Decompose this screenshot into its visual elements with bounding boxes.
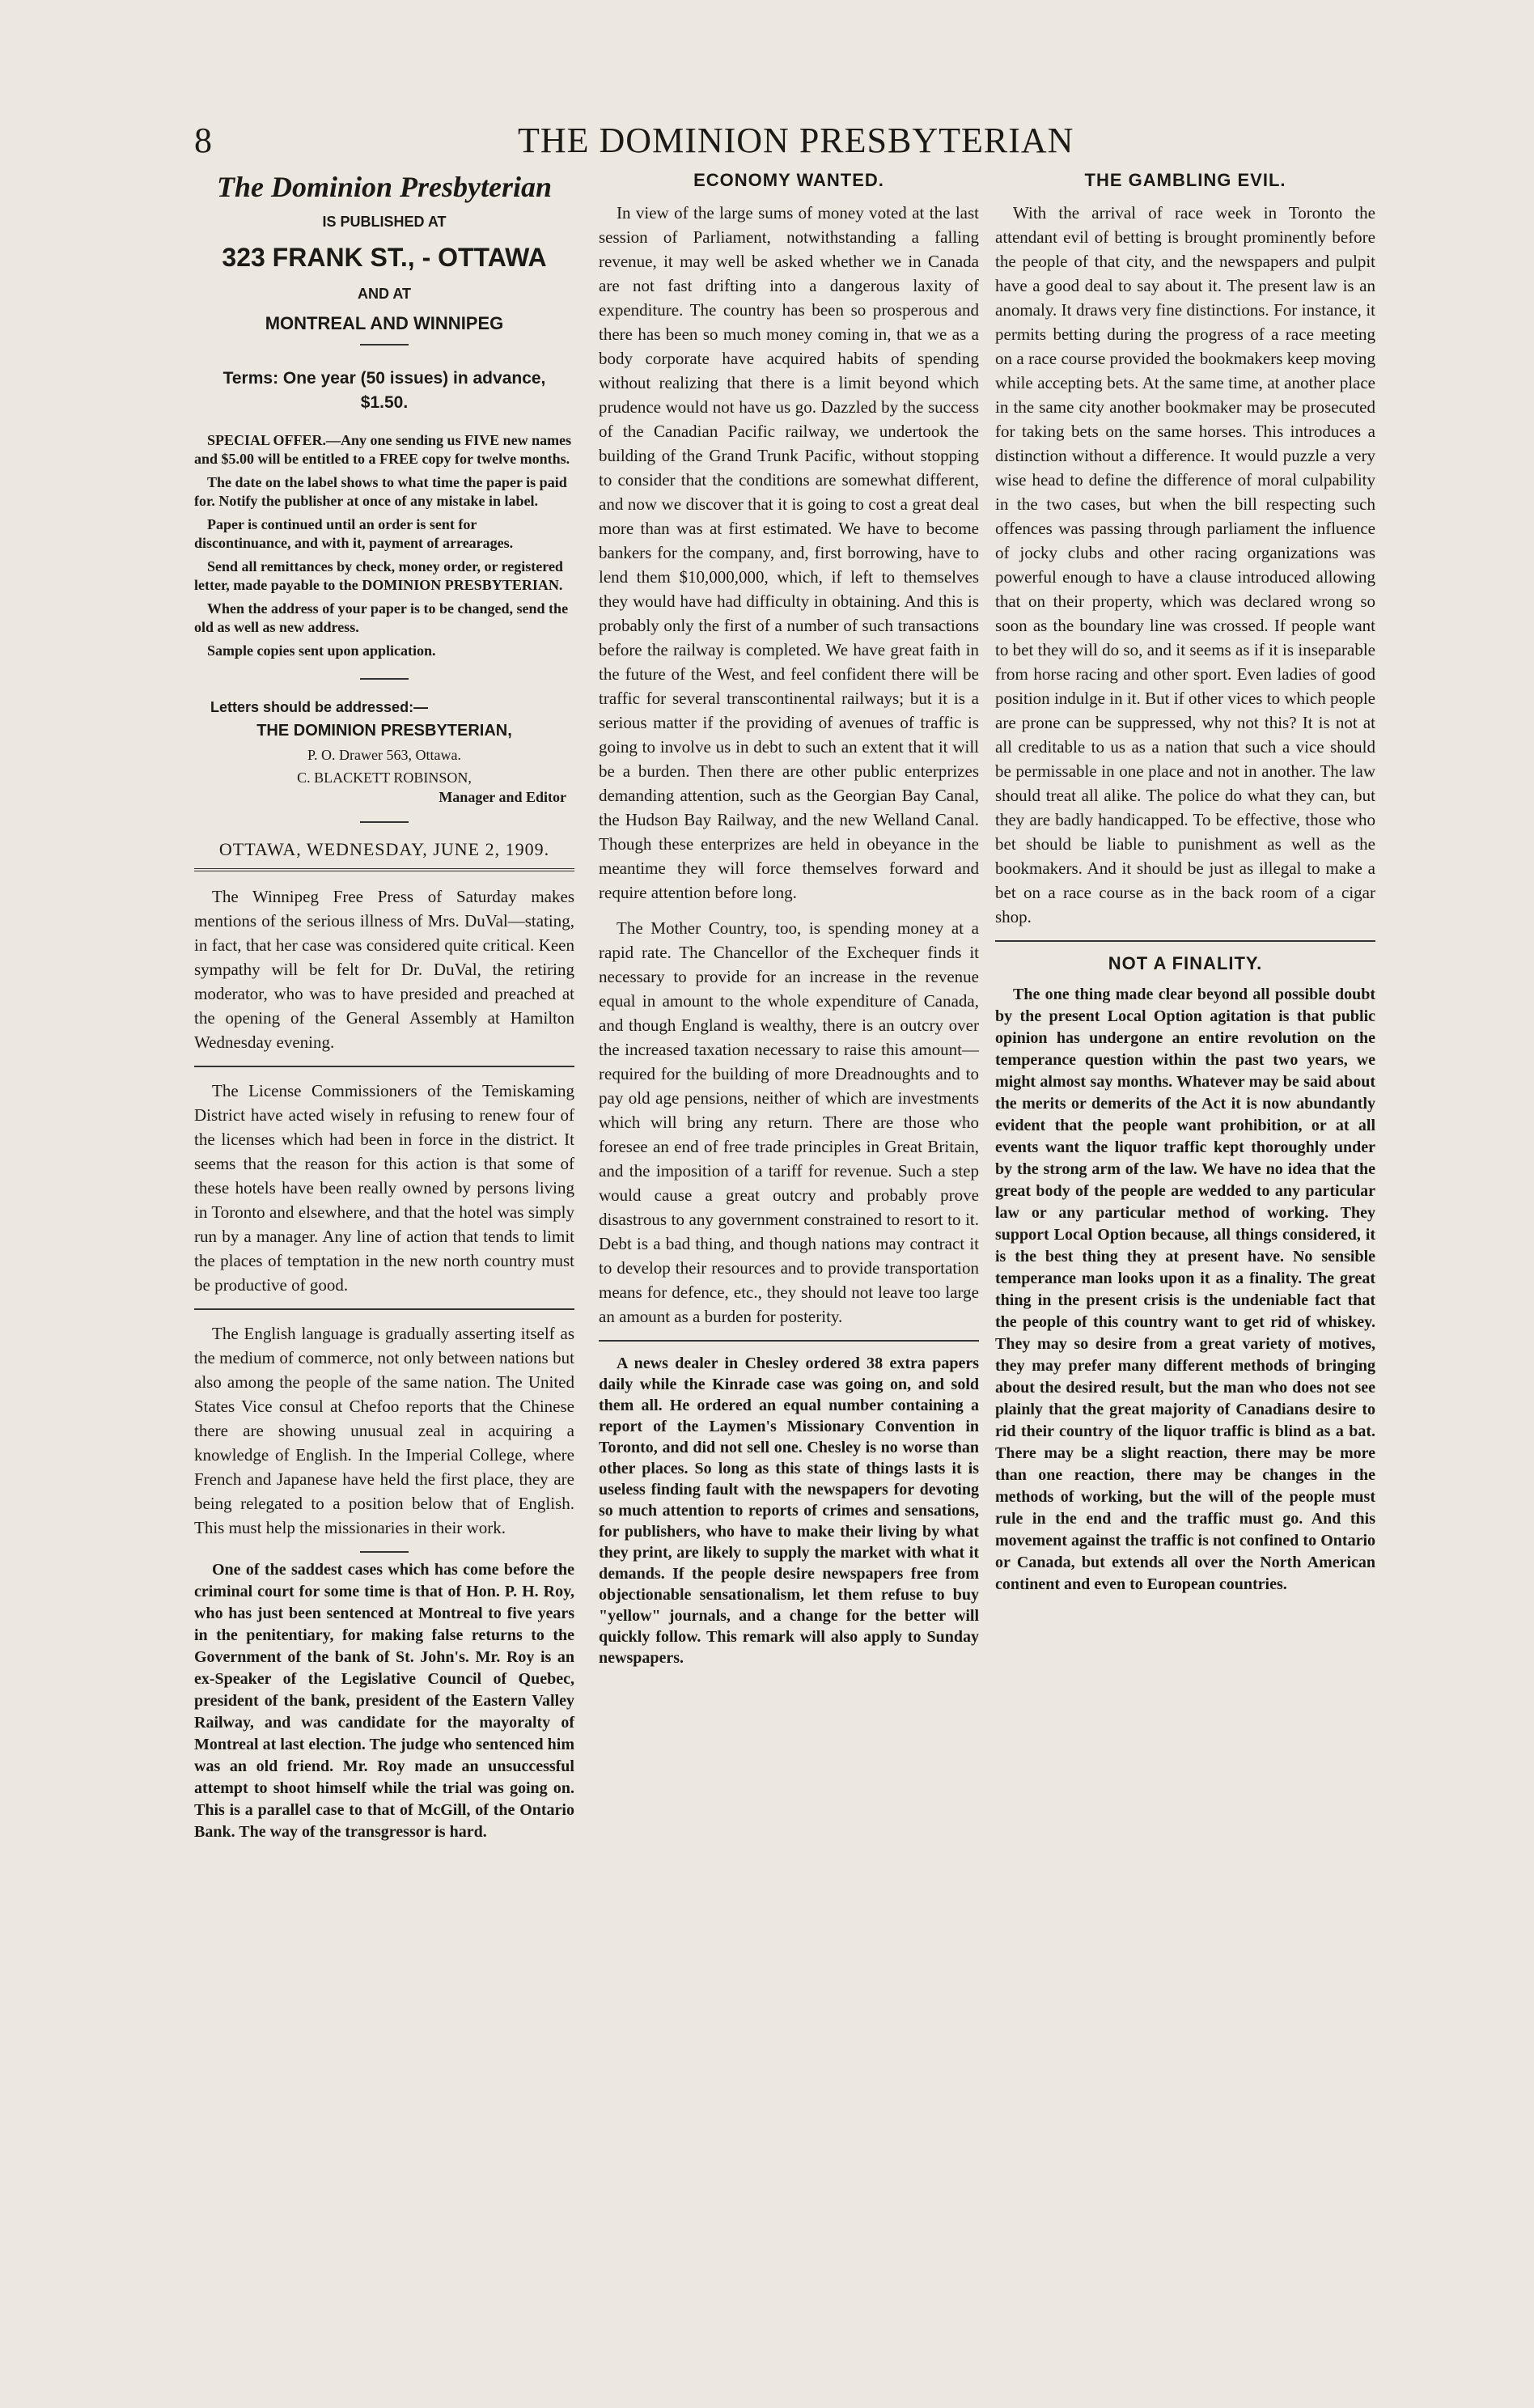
dateline: OTTAWA, WEDNESDAY, JUNE 2, 1909. (218, 839, 550, 859)
manager-title: Manager and Editor (439, 789, 566, 805)
article-paragraph: With the arrival of race week in Toronto the attendant evil of betting is brought prominently before the people of that city, and the newspapers and pulpit have a good deal to say about it. The present law is an anomaly. It draws very fine distinctions. For instance, it permits betting during the progress of a race meeting on a race course provided the bookmakers keep moving while accepting bets. At the same time, at another place in the same city another bookmaker may be prosecuted for taking bets on the same horses. This introduces a distinction without a difference. It would puzzle a very wise head to define the difference of moral culpability in the two cases, but when the bill respecting such offences was passing through parliament the influence of jocky clubs and other racing organizations was powerful enough to have a clause introduced allowing that on their property, which was declared wrong so soon as the boundary line was crossed. If people want to bet they will do so, and it seems as if it is inseparable from horse racing and other sport. Even ladies of good position indulge in it. But if other vices to which people are prone can be suppressed, why not this? It is not at all creditable to us as a nation that such a vice should be permissable in one place and not in another. The law should treat all alike. The police do what they can, but they are badly handicapped. To be effective, those who bet should be liable to punishment as well as the bookmakers. And it should be just as illegal to make a bet on a race course as in the back room of a cigar shop. (995, 203, 1375, 926)
news-paragraph: One of the saddest cases which has come before the criminal court for some time is that of Hon. P. H. Roy, who has just been sentenced at Montreal to five years in the penitentiary, for making false returns to the Government of the bank of St. John's. Mr. Roy is an ex-Speaker of the Legislative Council of Quebec, president of the bank, president of the Eastern Valley Railway, and was candidate for the mayoralty of Montreal at last election. The judge who sentenced him was an old friend. Mr. Roy made an unsuccessful attempt to shoot himself while the trial was going on. This is a parallel case to that of McGill, of the Ontario Bank. The way of the transgressor is hard. (194, 1561, 574, 1841)
article-paragraph: The one thing made clear beyond all possible doubt by the present Local Option agitation is that public opinion has undergone an entire revolution on the temperance question within the past two years, we might almost say months. Whatever may be said about the merits or demerits of the Act it is now abundantly evident that the people want prohibition, or at all events want the liquor traffic kept thoroughly under by the strong arm of the law. We have no idea that the great body of the people are wedded to any particular law or any particular method of working. They support Local Option because, all things considered, it is the best thing they at present have. No sensible temperance man looks upon it as a finality. The great thing in the present crisis is the undeniable fact that the people of this country want to get rid of whiskey. They may so desire from a great variety of motives, they may prefer many different methods of bringing about the desired result, but the man who does not see plainly that the great majority of Canadians desire to rid their country of the liquor traffic is blind as a bat. There may be a slight reaction, there may be more than one reaction, there may be changes in the methods of working, but the will of the people must rule in the end and the traffic must go. And this movement against the traffic is not confined to Ontario or Canada, but extends all over the North American continent and even to European countries. (995, 986, 1375, 1593)
divider (360, 678, 409, 680)
divider (360, 344, 409, 346)
article-heading: ECONOMY WANTED. (693, 170, 884, 190)
letters-label: Letters should be addressed:— (210, 699, 429, 715)
po-box: P. O. Drawer 563, Ottawa. (307, 747, 461, 763)
page-number: 8 (194, 121, 212, 160)
double-rule (194, 868, 574, 871)
notice: When the address of your paper is to be changed, send the old as well as new address. (194, 600, 569, 635)
article-heading: NOT A FINALITY. (1108, 953, 1263, 973)
manager-name: C. BLACKETT ROBINSON, (297, 769, 472, 786)
divider (194, 1308, 574, 1310)
column-2 (599, 162, 979, 1680)
divider (360, 1551, 409, 1553)
divider (360, 821, 409, 823)
masthead: THE DOMINION PRESBYTERIAN (518, 121, 1074, 160)
notice: SPECIAL OFFER.—Any one sending us FIVE new names and $5.00 will be entitled to a FREE copy for twelve months. (194, 432, 572, 467)
article-heading: THE GAMBLING EVIL. (1084, 170, 1286, 190)
notice: The date on the label shows to what time the paper is paid for. Notify the publisher at once of any mistake in label. (194, 474, 567, 509)
divider (599, 1340, 979, 1342)
publisher-cities: MONTREAL AND WINNIPEG (265, 313, 504, 333)
news-paragraph: The Winnipeg Free Press of Saturday makes mentions of the serious illness of Mrs. DuVal—stating, in fact, that her case was considered quite critical. Keen sympathy will be felt for Dr. DuVal, the retiring moderator, who was to have presided and preached at the opening of the General Assembly at Hamilton Wednesday evening. (194, 887, 574, 1052)
published-at: IS PUBLISHED AT (322, 214, 447, 230)
news-paragraph: The License Commissioners of the Temiskaming District have acted wisely in refusing to renew four of the licenses which had been in force in the district. It seems that the reason for this action is that some of these hotels have been really owned by persons living in Toronto and elsewhere, and that the hotel was simply run by a manager. Any line of action that tends to limit the places of temptation in the new north country must be productive of good. (194, 1081, 574, 1295)
divider (995, 940, 1375, 942)
publisher-address: 323 FRANK ST., - OTTAWA (222, 243, 547, 272)
column-3 (995, 162, 1375, 1607)
divider (194, 1066, 574, 1067)
notice: Paper is continued until an order is sent for discontinuance, and with it, payment of arrearages. (194, 516, 514, 551)
news-paragraph: The English language is gradually asserting itself as the medium of commerce, not only between nations but also among the people of the same nation. The United States Vice consul at Chefoo reports that the Chinese there are showing unusual zeal in acquiring a knowledge of English. In the Imperial College, where French and Japanese have held the first place, they are being relegated to a position below that of English. This must help the missionaries in their work. (194, 1324, 574, 1537)
letters-to: THE DOMINION PRESBYTERIAN, (256, 722, 512, 740)
article-paragraph: In view of the large sums of money voted at the last session of Parliament, notwithstanding a falling revenue, it may well be asked whether we in Canada are not fast drifting into a dangerous laxity of expenditure. The country has been so prosperous and there has been so much money coming in, that we as a body corporate have acquired habits of spending without realizing that there is a limit beyond which prudence would not have us go. Dazzled by the success of the Canadian Pacific railway, we undertook the building of the Grand Trunk Pacific, without stopping to consider that the conditions are somewhat different, and now we discover that it is going to cost a great deal more than was at first estimated. We have to become bankers for the company, and, first borrowing, have to lend them $10,000,000, which, if left to themselves they would have had difficulty in obtaining. And this is probably only the first of a number of such transactions before the railway is completed. We have great faith in the future of the West, and feel confident there will be traffic for several transcontinental railways; but it is a serious matter if the providing of avenues of traffic is going to involve us in debt to such an extent that it will be a burden. Then there are other public enterprizes demanding attention, such as the Georgian Bay Canal, the Hudson Bay Railway, and the new Welland Canal. Though these enterprizes are held in obeyance in the meantime they will force themselves forward and require attention before long. (599, 203, 979, 902)
publisher-title: The Dominion Presbyterian (216, 171, 553, 203)
notice: Sample copies sent upon application. (207, 642, 436, 659)
column-1 (194, 162, 574, 1855)
and-at: AND AT (358, 286, 411, 302)
article-paragraph: The Mother Country, too, is spending money at a rapid rate. The Chancellor of the Exchequer finds it necessary to provide for an increase in the revenue equal in amount to the whole expenditure of Canada, and though England is wealthy, there is an outcry over the increased taxation necessary to raise this amount—required for the building of more Dreadnoughts and to pay old age pensions, neither of which are investments which will bring any return. There are those who foresee an end of free trade principles in Great Britain, and the imposition of a tariff for revenue. Such a step would cause a great outcry and probably prove disastrous to any government constrained to resort to it. Debt is a bad thing, and though nations may contract it to develop their resources and to provide transportation means for defence, etc., they should not leave too large an amount as a burden for posterity. (599, 918, 979, 1326)
subscription-terms: Terms: One year (50 issues) in advance, $1.50. (222, 369, 546, 412)
notice: Send all remittances by check, money order, or registered letter, made payable to the DOMINION PRESBYTERIAN. (194, 558, 563, 593)
news-paragraph: A news dealer in Chesley ordered 38 extra papers daily while the Kinrade case was going on, and sold them all. He ordered an equal number containing a report of the Laymen's Missionary Convention in Toronto, and did not sell one. Chesley is no worse than other places. So long as this state of things lasts it is useless finding fault with the newspapers for devoting so much attention to reports of crimes and sensations, for publishers, who have to make their living by what they print, are likely to supply the market with what it demands. If the people desire newspapers free from objectionable sensationalism, let them refuse to buy "yellow" journals, and a change for the better will quickly follow. This remark will also apply to Sunday newspapers. (599, 1354, 979, 1667)
